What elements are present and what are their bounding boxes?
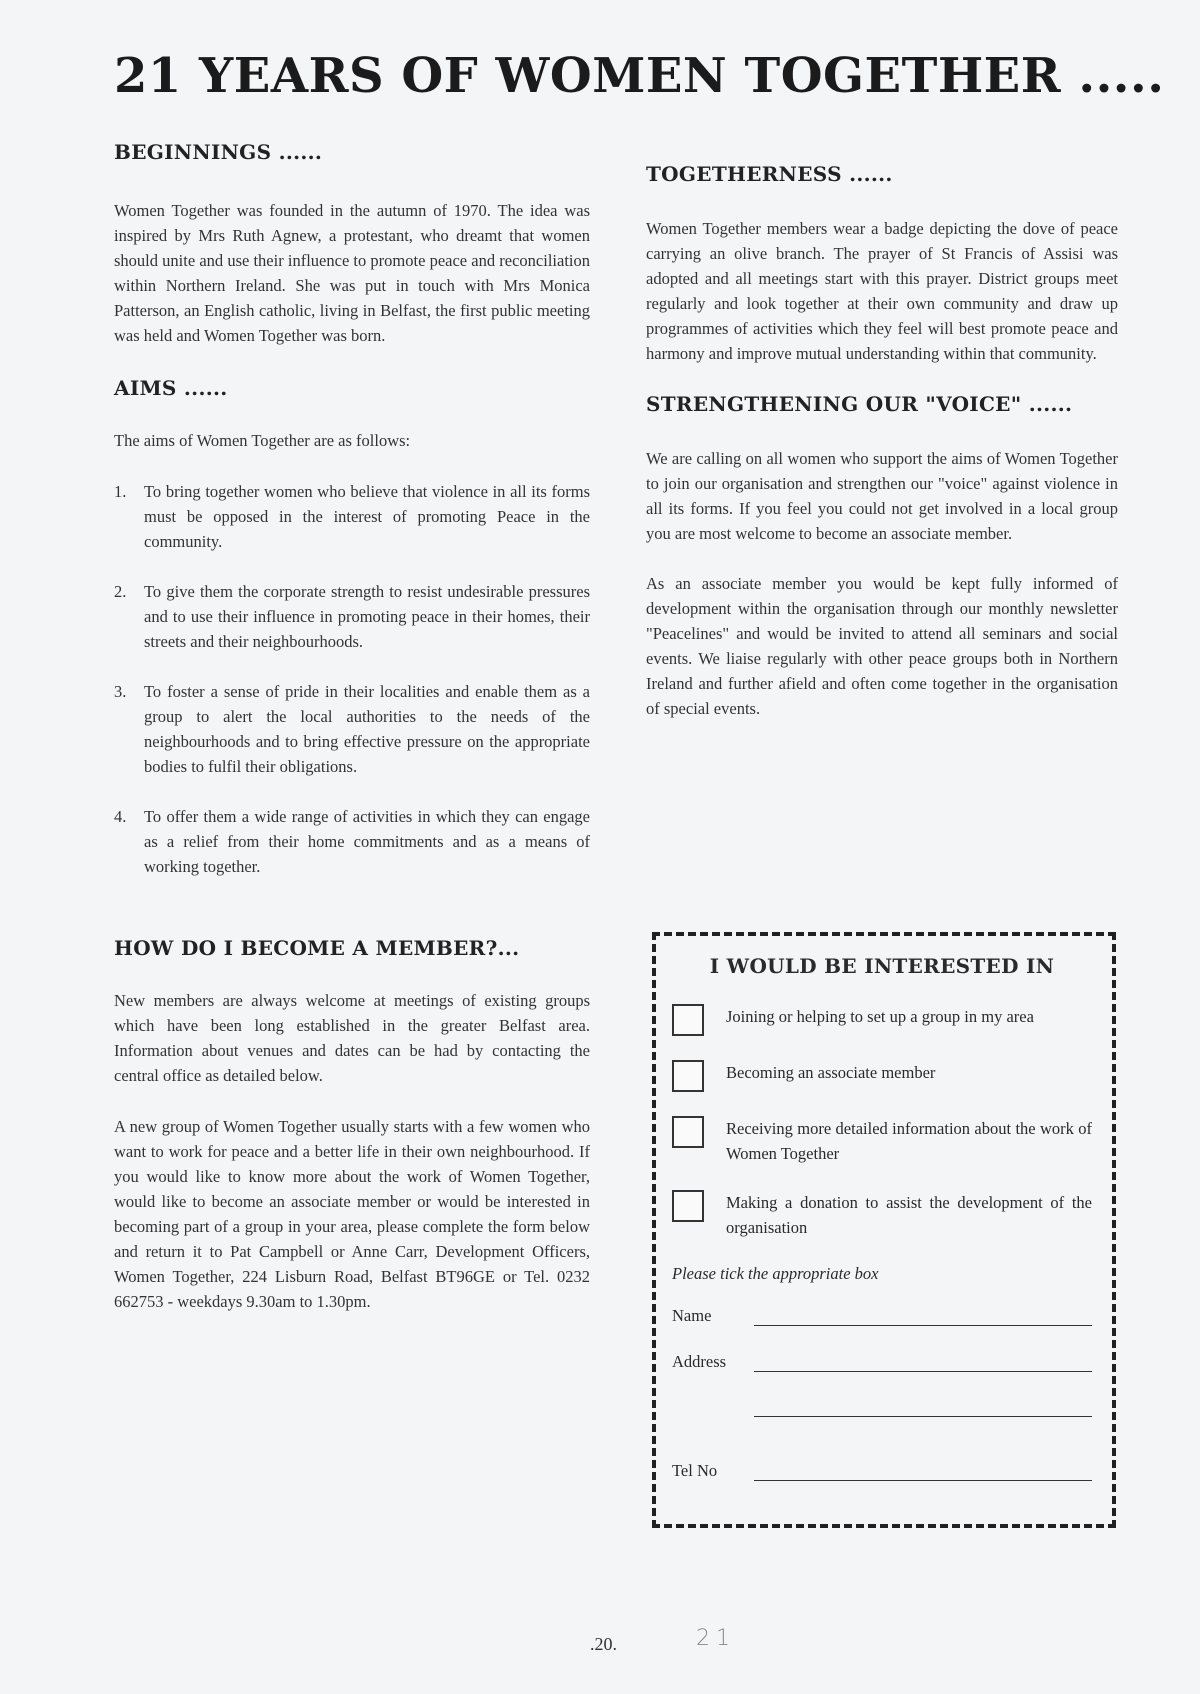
option-checkbox[interactable]: [672, 1060, 704, 1092]
aim-item: 1. To bring together women who believe that violence in all its forms must be opposed in the interest of promoting Peace in the community.: [114, 482, 590, 551]
page-title: 21 YEARS OF WOMEN TOGETHER .....: [114, 48, 1165, 104]
member-text-2: A new group of Women Together usually starts with a few women who want to work for peace and a better life in their own neighbourhood. If you would like to know more about the work of Women Together, would like to become an associate member or would be interested in becoming part of a group in your area, please complete the form below and return it to Pat Campbell or Anne Carr, Development Officers, Women Together, 224 Lisburn Road, Belfast BT96GE or Tel. 0232 662753 - weekdays 9.30am to 1.30pm.: [114, 1117, 590, 1311]
tick-note: Please tick the appropriate box: [672, 1264, 879, 1283]
name-input-line[interactable]: [754, 1307, 1092, 1326]
address-field: [672, 1352, 1092, 1372]
aim-item: 2. To give them the corporate strength to resist undesirable pressures and to use their influence in promoting peace in their homes, their streets and their neighbourhoods.: [114, 582, 590, 651]
page-number: .20.: [590, 1634, 617, 1654]
member-text-1: New members are always welcome at meetings of existing groups which have been long established in the greater Belfast area. Information about venues and dates can be had by contacting the central office as detailed below.: [114, 991, 590, 1085]
beginnings-heading: BEGINNINGS ......: [114, 140, 323, 164]
aims-intro: The aims of Women Together are as follows:: [114, 431, 411, 450]
voice-text-2: As an associate member you would be kept fully informed of development within the organisation through our monthly newsletter "Peacelines" and would be invited to attend all seminars and social events. We liaise regularly with other peace groups both in Northern Ireland and further afield and often come together in the organisation of special events.: [646, 574, 1118, 718]
form-option: [672, 1116, 1092, 1166]
form-option: [672, 1060, 1092, 1092]
left-column: [114, 140, 590, 1314]
aim-item: 3. To foster a sense of pride in their localities and enable them as a group to alert the local authorities to the needs of the neighbourhoods and to bring effective pressure on the appropriate bodies to fulfil their obligations.: [114, 682, 590, 776]
handwritten-page-number: 21: [696, 1626, 736, 1651]
option-label: Making a donation to assist the development of the organisation: [726, 1193, 1092, 1237]
voice-heading: STRENGTHENING OUR "VOICE" ......: [646, 392, 1073, 416]
name-field: [672, 1306, 1092, 1326]
form-option: [672, 1004, 1092, 1036]
address-input-line[interactable]: [754, 1353, 1092, 1372]
aim-item: 4. To offer them a wide range of activities in which they can engage as a relief from their home commitments and as a means of working together.: [114, 807, 590, 876]
aims-heading: AIMS ......: [114, 376, 228, 400]
address-input-line-2[interactable]: [754, 1398, 1092, 1417]
togetherness-text: Women Together members wear a badge depicting the dove of peace carrying an olive branch. The prayer of St Francis of Assisi was adopted and all meetings start with this prayer. District groups meet regularly and look together at their own community and draw up programmes of activities which they feel will best promote peace and harmony and improve mutual understanding within that community.: [646, 219, 1118, 363]
address-label: Address: [672, 1352, 727, 1371]
option-checkbox[interactable]: [672, 1190, 704, 1222]
option-label: Becoming an associate member: [726, 1063, 936, 1082]
voice-text-1: We are calling on all women who support the aims of Women Together to join our organisation and strengthen our "voice" against violence in all its forms. If you feel you could not get involved in a local group you are most welcome to become an associate member.: [646, 449, 1118, 543]
togetherness-heading: TOGETHERNESS ......: [646, 162, 893, 186]
option-label: Joining or helping to set up a group in my area: [726, 1007, 1034, 1026]
name-label: Name: [672, 1306, 712, 1325]
option-checkbox[interactable]: [672, 1004, 704, 1036]
member-heading: HOW DO I BECOME A MEMBER?...: [114, 936, 520, 960]
option-checkbox[interactable]: [672, 1116, 704, 1148]
option-label: Receiving more detailed information about the work of Women Together: [726, 1119, 1092, 1163]
interest-form: [652, 932, 1116, 1528]
aims-list: [114, 479, 590, 879]
right-column: [646, 162, 1118, 721]
beginnings-text: Women Together was founded in the autumn of 1970. The idea was inspired by Mrs Ruth Agnew, a protestant, who dreamt that women should unite and use their influence to promote peace and reconciliation within Northern Ireland. She was put in touch with Mrs Monica Patterson, an English catholic, living in Belfast, the first public meeting was held and Women Together was born.: [114, 201, 590, 345]
tel-field: [672, 1461, 1092, 1481]
form-title: I WOULD BE INTERESTED IN: [709, 954, 1055, 978]
tel-input-line[interactable]: [754, 1462, 1092, 1481]
tel-label: Tel No: [672, 1461, 718, 1480]
form-option: [672, 1190, 1092, 1240]
